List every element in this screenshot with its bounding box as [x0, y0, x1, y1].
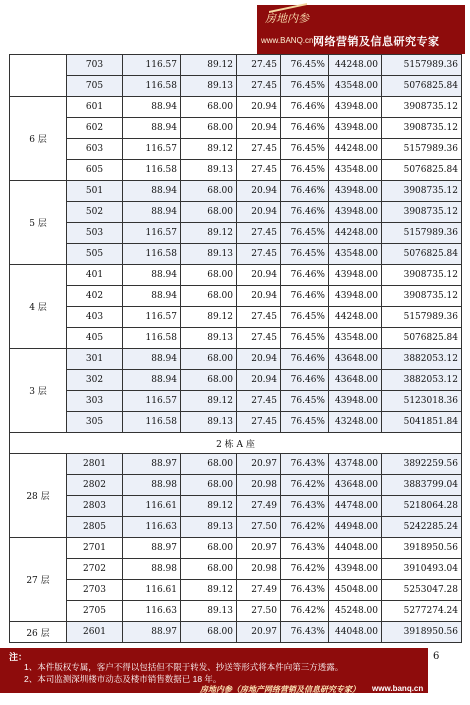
note-copyright: 1、本件版权专属，客户不得以包括但不限于转发、抄送等形式将本件向第三方透露。 — [24, 662, 344, 672]
gross-area-cell: 88.94 — [123, 286, 181, 307]
shared-area-cell: 20.94 — [237, 349, 281, 370]
section-row — [10, 433, 462, 454]
unit-price-cell: 43948.00 — [329, 559, 382, 580]
total-price-cell: 3908735.12 — [382, 118, 462, 139]
efficiency-rate-cell: 76.45% — [281, 76, 329, 97]
total-price-cell: 5218064.28 — [382, 496, 462, 517]
net-area-cell: 68.00 — [181, 475, 237, 496]
unit-price-cell: 43948.00 — [329, 181, 382, 202]
unit-price-cell: 43648.00 — [329, 475, 382, 496]
table-row — [10, 97, 462, 118]
shared-area-cell: 27.45 — [237, 55, 281, 76]
efficiency-rate-cell: 76.43% — [281, 538, 329, 559]
total-price-cell: 5157989.36 — [382, 55, 462, 76]
table-row — [10, 202, 462, 223]
net-area-cell: 89.12 — [181, 307, 237, 328]
efficiency-rate-cell: 76.42% — [281, 559, 329, 580]
shared-area-cell: 27.45 — [237, 412, 281, 433]
net-area-cell: 68.00 — [181, 202, 237, 223]
unit-price-cell: 44948.00 — [329, 517, 382, 538]
unit-number-cell: 2705 — [67, 601, 123, 622]
table-row — [10, 601, 462, 622]
floor-label: 6 层 — [10, 97, 67, 181]
shared-area-cell: 27.49 — [237, 580, 281, 601]
table-row — [10, 475, 462, 496]
unit-price-cell: 43948.00 — [329, 202, 382, 223]
shared-area-cell: 27.45 — [237, 307, 281, 328]
gross-area-cell: 116.57 — [123, 55, 181, 76]
logo-text: 房地内参 — [265, 12, 309, 25]
shared-area-cell: 20.94 — [237, 118, 281, 139]
unit-price-cell: 45248.00 — [329, 601, 382, 622]
shared-area-cell: 20.97 — [237, 454, 281, 475]
table-row — [10, 307, 462, 328]
gross-area-cell: 116.57 — [123, 391, 181, 412]
efficiency-rate-cell: 76.43% — [281, 580, 329, 601]
unit-price-cell: 43548.00 — [329, 76, 382, 97]
unit-price-cell: 44748.00 — [329, 496, 382, 517]
gross-area-cell: 116.58 — [123, 328, 181, 349]
table-row — [10, 391, 462, 412]
table-row — [10, 223, 462, 244]
unit-number-cell: 601 — [67, 97, 123, 118]
total-price-cell: 5253047.28 — [382, 580, 462, 601]
efficiency-rate-cell: 76.46% — [281, 286, 329, 307]
total-price-cell: 5076825.84 — [382, 160, 462, 181]
total-price-cell: 5123018.36 — [382, 391, 462, 412]
footer-brand: 房地内参（房地产网络营销及信息研究专家） — [200, 684, 360, 694]
shared-area-cell: 27.45 — [237, 76, 281, 97]
net-area-cell: 89.12 — [181, 391, 237, 412]
unit-number-cell: 603 — [67, 139, 123, 160]
unit-number-cell: 305 — [67, 412, 123, 433]
total-price-cell: 3908735.12 — [382, 181, 462, 202]
gross-area-cell: 88.94 — [123, 181, 181, 202]
unit-price-cell: 43648.00 — [329, 370, 382, 391]
unit-number-cell: 2601 — [67, 622, 123, 643]
efficiency-rate-cell: 76.42% — [281, 475, 329, 496]
net-area-cell: 89.12 — [181, 580, 237, 601]
efficiency-rate-cell: 76.42% — [281, 601, 329, 622]
total-price-cell: 5242285.24 — [382, 517, 462, 538]
total-price-cell: 3883799.04 — [382, 475, 462, 496]
table-row — [10, 76, 462, 97]
net-area-cell: 89.12 — [181, 496, 237, 517]
unit-number-cell: 302 — [67, 370, 123, 391]
unit-price-cell: 43948.00 — [329, 118, 382, 139]
table-row — [10, 496, 462, 517]
total-price-cell: 3908735.12 — [382, 97, 462, 118]
table-row — [10, 286, 462, 307]
net-area-cell: 68.00 — [181, 181, 237, 202]
total-price-cell: 5277274.24 — [382, 601, 462, 622]
total-price-cell: 3918950.56 — [382, 622, 462, 643]
note-monitoring: 2、本司监测深圳楼市动态及楼市销售数据已 18 年。 — [24, 674, 222, 684]
section-label: 2 栋 A 座 — [10, 433, 462, 454]
unit-price-cell: 45048.00 — [329, 580, 382, 601]
unit-number-cell: 403 — [67, 307, 123, 328]
total-price-cell: 3908735.12 — [382, 286, 462, 307]
net-area-cell: 68.00 — [181, 97, 237, 118]
unit-number-cell: 401 — [67, 265, 123, 286]
gross-area-cell: 88.98 — [123, 475, 181, 496]
table-row — [10, 412, 462, 433]
efficiency-rate-cell: 76.46% — [281, 118, 329, 139]
unit-number-cell: 303 — [67, 391, 123, 412]
floor-label: 3 层 — [10, 349, 67, 433]
net-area-cell: 68.00 — [181, 286, 237, 307]
shared-area-cell: 20.94 — [237, 370, 281, 391]
unit-price-cell: 43948.00 — [329, 265, 382, 286]
table-row — [10, 538, 462, 559]
unit-price-cell: 44248.00 — [329, 55, 382, 76]
header-url: www.BANQ.cn — [261, 36, 314, 45]
table-row — [10, 160, 462, 181]
efficiency-rate-cell: 76.42% — [281, 517, 329, 538]
net-area-cell: 68.00 — [181, 454, 237, 475]
table-row — [10, 328, 462, 349]
table-row — [10, 559, 462, 580]
efficiency-rate-cell: 76.45% — [281, 412, 329, 433]
net-area-cell: 89.13 — [181, 328, 237, 349]
shared-area-cell: 20.98 — [237, 559, 281, 580]
gross-area-cell: 88.94 — [123, 265, 181, 286]
net-area-cell: 89.13 — [181, 517, 237, 538]
unit-number-cell: 605 — [67, 160, 123, 181]
table-row — [10, 349, 462, 370]
total-price-cell: 3882053.12 — [382, 370, 462, 391]
gross-area-cell: 88.97 — [123, 454, 181, 475]
net-area-cell: 89.13 — [181, 76, 237, 97]
net-area-cell: 68.00 — [181, 370, 237, 391]
unit-price-cell: 43948.00 — [329, 286, 382, 307]
total-price-cell: 5076825.84 — [382, 328, 462, 349]
gross-area-cell: 116.63 — [123, 517, 181, 538]
efficiency-rate-cell: 76.45% — [281, 391, 329, 412]
shared-area-cell: 27.49 — [237, 496, 281, 517]
floor-label — [10, 55, 67, 97]
efficiency-rate-cell: 76.46% — [281, 202, 329, 223]
table-row — [10, 454, 462, 475]
gross-area-cell: 116.58 — [123, 412, 181, 433]
total-price-cell: 5157989.36 — [382, 307, 462, 328]
shared-area-cell: 27.45 — [237, 391, 281, 412]
shared-area-cell: 20.97 — [237, 538, 281, 559]
table-row — [10, 580, 462, 601]
unit-number-cell: 2703 — [67, 580, 123, 601]
net-area-cell: 89.13 — [181, 601, 237, 622]
page-number: 6 — [433, 651, 440, 662]
unit-number-cell: 402 — [67, 286, 123, 307]
gross-area-cell: 116.57 — [123, 307, 181, 328]
net-area-cell: 89.13 — [181, 160, 237, 181]
unit-number-cell: 2803 — [67, 496, 123, 517]
shared-area-cell: 27.45 — [237, 328, 281, 349]
gross-area-cell: 88.98 — [123, 559, 181, 580]
unit-price-cell: 44048.00 — [329, 538, 382, 559]
shared-area-cell: 20.94 — [237, 97, 281, 118]
net-area-cell: 68.00 — [181, 349, 237, 370]
total-price-cell: 3918950.56 — [382, 538, 462, 559]
efficiency-rate-cell: 76.46% — [281, 97, 329, 118]
unit-price-cell: 43548.00 — [329, 328, 382, 349]
efficiency-rate-cell: 76.45% — [281, 160, 329, 181]
gross-area-cell: 88.94 — [123, 97, 181, 118]
table-row — [10, 265, 462, 286]
floor-label: 26 层 — [10, 622, 67, 643]
shared-area-cell: 20.94 — [237, 202, 281, 223]
efficiency-rate-cell: 76.46% — [281, 370, 329, 391]
gross-area-cell: 116.63 — [123, 601, 181, 622]
shared-area-cell: 20.97 — [237, 622, 281, 643]
unit-price-cell: 44248.00 — [329, 307, 382, 328]
total-price-cell: 5157989.36 — [382, 223, 462, 244]
unit-price-cell: 43248.00 — [329, 412, 382, 433]
unit-price-cell: 43948.00 — [329, 391, 382, 412]
efficiency-rate-cell: 76.46% — [281, 265, 329, 286]
gross-area-cell: 116.58 — [123, 160, 181, 181]
net-area-cell: 89.12 — [181, 139, 237, 160]
header-banner — [257, 5, 465, 54]
total-price-cell: 3908735.12 — [382, 202, 462, 223]
table-row — [10, 622, 462, 643]
shared-area-cell: 27.45 — [237, 139, 281, 160]
unit-price-cell: 43548.00 — [329, 160, 382, 181]
total-price-cell: 3882053.12 — [382, 349, 462, 370]
net-area-cell: 68.00 — [181, 265, 237, 286]
unit-number-cell: 2702 — [67, 559, 123, 580]
table-row — [10, 55, 462, 76]
unit-number-cell: 705 — [67, 76, 123, 97]
net-area-cell: 68.00 — [181, 538, 237, 559]
unit-price-cell: 43648.00 — [329, 349, 382, 370]
gross-area-cell: 88.94 — [123, 370, 181, 391]
efficiency-rate-cell: 76.45% — [281, 223, 329, 244]
net-area-cell: 89.12 — [181, 55, 237, 76]
total-price-cell: 5157989.36 — [382, 139, 462, 160]
unit-number-cell: 602 — [67, 118, 123, 139]
efficiency-rate-cell: 76.45% — [281, 139, 329, 160]
efficiency-rate-cell: 76.43% — [281, 454, 329, 475]
table-row — [10, 118, 462, 139]
efficiency-rate-cell: 76.46% — [281, 349, 329, 370]
header-slogan: 网络营销及信息研究专家 — [313, 36, 440, 48]
total-price-cell: 5041851.84 — [382, 412, 462, 433]
unit-price-cell: 43948.00 — [329, 97, 382, 118]
unit-price-cell: 43748.00 — [329, 454, 382, 475]
gross-area-cell: 116.61 — [123, 580, 181, 601]
table-row — [10, 517, 462, 538]
gross-area-cell: 88.94 — [123, 202, 181, 223]
gross-area-cell: 88.97 — [123, 622, 181, 643]
floor-label: 27 层 — [10, 538, 67, 622]
shared-area-cell: 27.50 — [237, 517, 281, 538]
unit-number-cell: 703 — [67, 55, 123, 76]
shared-area-cell: 20.98 — [237, 475, 281, 496]
gross-area-cell: 88.97 — [123, 538, 181, 559]
unit-price-cell: 44248.00 — [329, 139, 382, 160]
total-price-cell: 3892259.56 — [382, 454, 462, 475]
total-price-cell: 5076825.84 — [382, 244, 462, 265]
total-price-cell: 3910493.04 — [382, 559, 462, 580]
footer-url: www.banq.cn — [372, 684, 424, 693]
gross-area-cell: 88.94 — [123, 349, 181, 370]
unit-price-cell: 44048.00 — [329, 622, 382, 643]
efficiency-rate-cell: 76.45% — [281, 244, 329, 265]
efficiency-rate-cell: 76.43% — [281, 496, 329, 517]
gross-area-cell: 88.94 — [123, 118, 181, 139]
shared-area-cell: 27.50 — [237, 601, 281, 622]
floor-label: 4 层 — [10, 265, 67, 349]
gross-area-cell: 116.57 — [123, 223, 181, 244]
net-area-cell: 68.00 — [181, 118, 237, 139]
unit-price-cell: 43548.00 — [329, 244, 382, 265]
efficiency-rate-cell: 76.46% — [281, 181, 329, 202]
unit-number-cell: 505 — [67, 244, 123, 265]
notes-title: 注： — [9, 652, 28, 662]
unit-number-cell: 2801 — [67, 454, 123, 475]
shared-area-cell: 27.45 — [237, 160, 281, 181]
floor-label: 28 层 — [10, 454, 67, 538]
unit-price-cell: 44248.00 — [329, 223, 382, 244]
efficiency-rate-cell: 76.45% — [281, 328, 329, 349]
unit-number-cell: 2802 — [67, 475, 123, 496]
net-area-cell: 68.00 — [181, 622, 237, 643]
floor-label: 5 层 — [10, 181, 67, 265]
table-row — [10, 181, 462, 202]
shared-area-cell: 27.45 — [237, 223, 281, 244]
gross-area-cell: 116.57 — [123, 139, 181, 160]
efficiency-rate-cell: 76.43% — [281, 622, 329, 643]
net-area-cell: 89.13 — [181, 244, 237, 265]
shared-area-cell: 20.94 — [237, 181, 281, 202]
total-price-cell: 3908735.12 — [382, 265, 462, 286]
total-price-cell: 5076825.84 — [382, 76, 462, 97]
table-row — [10, 370, 462, 391]
price-table — [9, 54, 462, 643]
unit-number-cell: 503 — [67, 223, 123, 244]
unit-number-cell: 2805 — [67, 517, 123, 538]
shared-area-cell: 20.94 — [237, 265, 281, 286]
table-row — [10, 139, 462, 160]
efficiency-rate-cell: 76.45% — [281, 307, 329, 328]
net-area-cell: 89.13 — [181, 412, 237, 433]
table-row — [10, 244, 462, 265]
gross-area-cell: 116.58 — [123, 244, 181, 265]
gross-area-cell: 116.61 — [123, 496, 181, 517]
shared-area-cell: 20.94 — [237, 286, 281, 307]
net-area-cell: 68.00 — [181, 559, 237, 580]
unit-number-cell: 2701 — [67, 538, 123, 559]
gross-area-cell: 116.58 — [123, 76, 181, 97]
shared-area-cell: 27.45 — [237, 244, 281, 265]
net-area-cell: 89.12 — [181, 223, 237, 244]
unit-number-cell: 501 — [67, 181, 123, 202]
efficiency-rate-cell: 76.45% — [281, 55, 329, 76]
unit-number-cell: 405 — [67, 328, 123, 349]
unit-number-cell: 301 — [67, 349, 123, 370]
unit-number-cell: 502 — [67, 202, 123, 223]
